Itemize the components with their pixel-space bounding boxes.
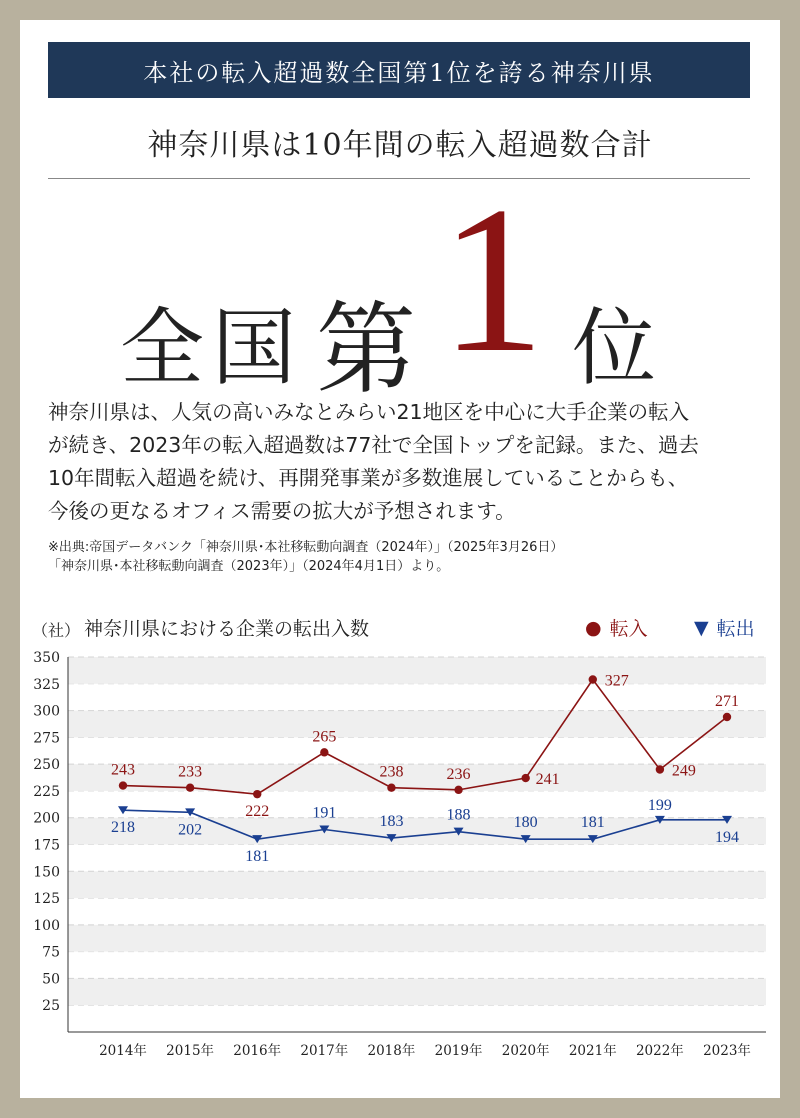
y-tick-label: 25 xyxy=(42,998,60,1015)
y-tick-label: 150 xyxy=(33,864,60,881)
inflow-point xyxy=(387,784,395,792)
description-line: 神奈川県は、人気の高いみなとみらい21地区を中心に大手企業の転入 xyxy=(48,400,690,424)
inflow-data-label: 249 xyxy=(671,762,696,780)
headline-char-2: 国 xyxy=(212,299,297,397)
x-tick-label: 2018年 xyxy=(367,1043,416,1059)
triangle-down-icon: ▼ xyxy=(694,616,709,639)
source-line: ※出典:帝国データバンク「神奈川県･本社移転動向調査（2024年）」（2025年3月26日） xyxy=(48,540,564,555)
inflow-data-label: 233 xyxy=(178,763,203,781)
y-tick-label: 200 xyxy=(33,810,60,827)
legend-outflow xyxy=(694,614,755,641)
inflow-data-label: 222 xyxy=(245,803,270,821)
inflow-point xyxy=(119,781,127,789)
top-banner: 本社の転入超過数全国第1位を誇る神奈川県 xyxy=(48,42,750,98)
headline-char-3: 第 xyxy=(316,291,416,408)
description-line: 今後の更なるオフィス需要の拡大が予想されます。 xyxy=(48,499,516,523)
y-tick-label: 350 xyxy=(33,650,60,666)
circle-icon: ● xyxy=(585,616,602,639)
y-tick-label: 50 xyxy=(42,971,60,988)
legend-outflow-label: 転出 xyxy=(716,618,755,640)
y-tick-label: 275 xyxy=(33,730,60,747)
inflow-data-label: 238 xyxy=(379,763,404,781)
y-axis-unit: （社） xyxy=(32,621,81,640)
inflow-point xyxy=(589,675,597,683)
description-line: が続き、2023年の転入超過数は77社で全国トップを記録。また、過去 xyxy=(48,433,699,457)
source-note xyxy=(48,538,758,576)
outflow-data-label: 202 xyxy=(178,821,203,839)
inflow-point xyxy=(253,790,261,798)
x-tick-label: 2014年 xyxy=(99,1043,147,1059)
x-tick-label: 2022年 xyxy=(635,1043,684,1059)
grid-band xyxy=(68,871,766,898)
outflow-data-label: 188 xyxy=(446,806,471,824)
y-tick-label: 75 xyxy=(42,944,60,961)
y-tick-label: 175 xyxy=(33,837,60,854)
inflow-data-label: 265 xyxy=(312,728,337,746)
outflow-data-label: 183 xyxy=(379,813,404,831)
outflow-data-label: 199 xyxy=(647,796,672,814)
outflow-data-label: 218 xyxy=(111,819,135,837)
grid-band xyxy=(68,978,766,1005)
outflow-data-label: 194 xyxy=(715,828,739,846)
inflow-point xyxy=(723,713,731,721)
infographic-card xyxy=(20,20,780,1098)
x-tick-label: 2016年 xyxy=(233,1043,282,1059)
source-line: 「神奈川県･本社移転動向調査（2023年）」（2024年4月1日）より。 xyxy=(48,559,450,574)
headline-char-1: 全 xyxy=(120,299,205,397)
x-tick-label: 2023年 xyxy=(703,1043,751,1059)
grid-band xyxy=(68,657,766,684)
y-tick-label: 125 xyxy=(33,891,60,908)
grid-band xyxy=(68,925,766,952)
outflow-data-label: 180 xyxy=(513,814,538,832)
y-tick-label: 300 xyxy=(33,703,60,720)
x-tick-label: 2015年 xyxy=(166,1043,215,1059)
description xyxy=(48,396,758,528)
divider xyxy=(48,178,750,179)
chart-title: 神奈川県における企業の転出入数 xyxy=(84,618,370,640)
outflow-data-label: 181 xyxy=(580,814,605,832)
y-tick-label: 325 xyxy=(33,676,60,693)
subtitle: 神奈川県は10年間の転入超過数合計 xyxy=(147,128,653,163)
legend-inflow-label: 転入 xyxy=(609,618,648,640)
x-tick-label: 2021年 xyxy=(568,1043,617,1059)
legend-inflow xyxy=(585,614,648,641)
inflow-point xyxy=(656,765,664,773)
inflow-point xyxy=(521,774,529,782)
x-tick-label: 2017年 xyxy=(300,1043,349,1059)
outflow-data-label: 191 xyxy=(312,804,337,822)
headline-char-4: 位 xyxy=(572,299,657,397)
headline-number: 1 xyxy=(440,164,545,396)
outflow-data-label: 181 xyxy=(245,848,270,866)
inflow-data-label: 236 xyxy=(446,765,471,783)
x-tick-label: 2020年 xyxy=(501,1043,550,1059)
inflow-data-label: 327 xyxy=(604,672,629,690)
headline xyxy=(20,164,780,408)
y-tick-label: 225 xyxy=(33,783,60,800)
x-tick-label: 2019年 xyxy=(434,1043,483,1059)
inflow-data-label: 243 xyxy=(111,761,135,779)
inflow-data-label: 271 xyxy=(715,693,739,710)
inflow-point xyxy=(454,786,462,794)
y-tick-label: 100 xyxy=(33,917,60,934)
y-tick-label: 250 xyxy=(33,757,60,774)
inflow-data-label: 241 xyxy=(535,771,560,789)
grid-band xyxy=(68,818,766,845)
line-chart xyxy=(20,640,780,1080)
grid-band xyxy=(68,711,766,738)
description-line: 10年間転入超過を続け、再開発事業が多数進展していることからも、 xyxy=(48,466,689,490)
inflow-point xyxy=(186,784,194,792)
inflow-point xyxy=(320,748,328,756)
